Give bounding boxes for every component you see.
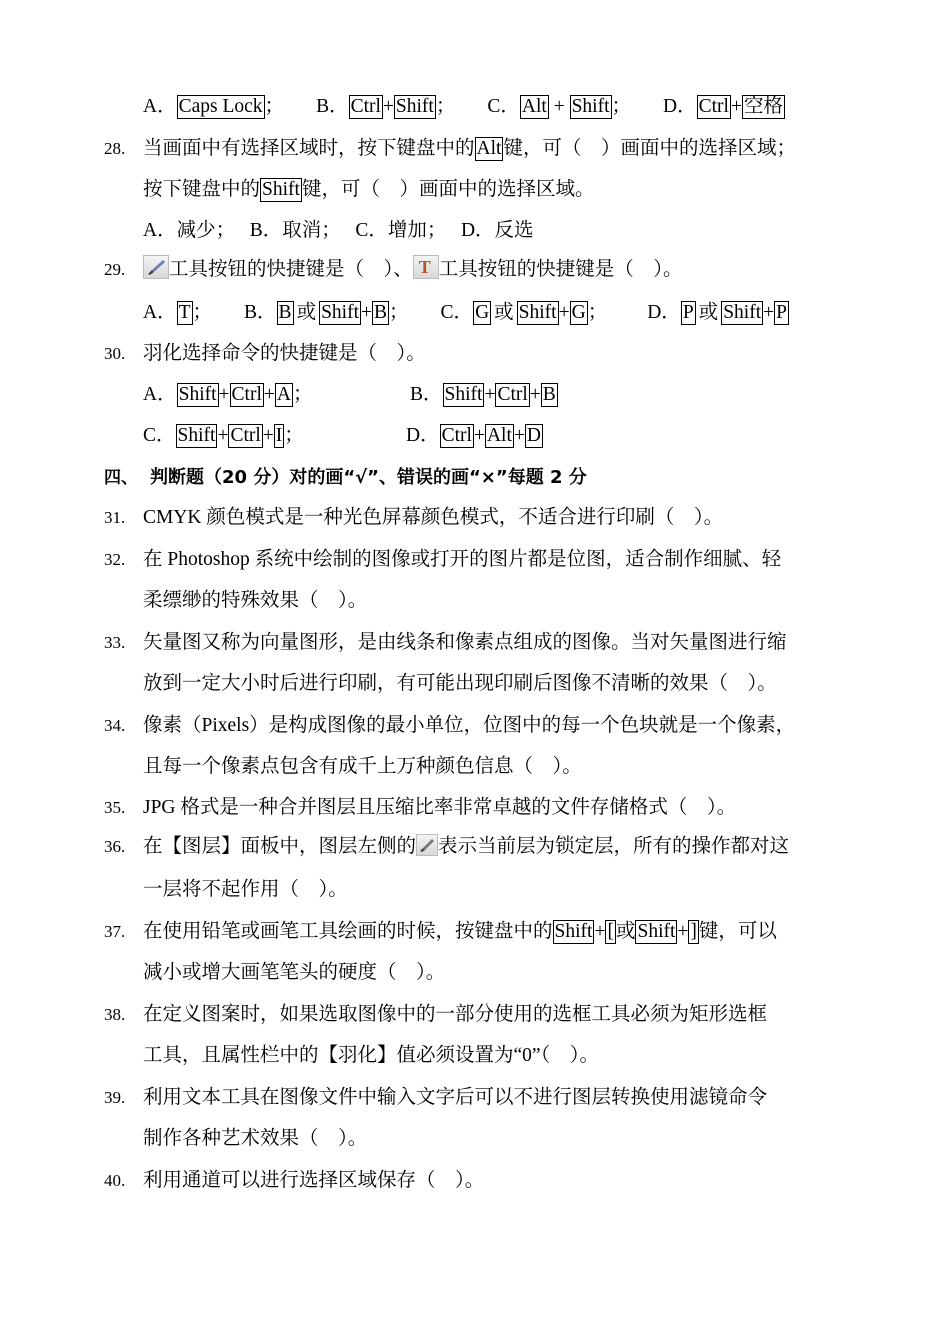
key-ctrl: Ctrl (497, 384, 528, 405)
or-text: 或 (296, 302, 317, 323)
q33-line-2 (0, 669, 950, 699)
plus: + (558, 302, 570, 323)
q30-text: 羽化选择命令的快捷键是（ ）。 (143, 343, 426, 364)
question-number: 36. (104, 837, 126, 856)
q38-text: 在定义图案时，如果选取图像中的一部分使用的选框工具必须为矩形选框 (143, 1004, 768, 1025)
key-shift: Shift (177, 425, 216, 446)
q29-text: 工具按钮的快捷键是（ ）、 (169, 259, 413, 280)
key-caps-lock: Caps Lock (178, 96, 263, 117)
question-number: 35. (104, 798, 126, 817)
section-heading (0, 463, 950, 493)
plus: + (513, 425, 525, 446)
q32-line-1 (0, 545, 950, 575)
q37-text: 减小或增大画笔笔头的硬度（ ）。 (143, 962, 446, 983)
plus: + (730, 96, 742, 117)
q28-text: 当画面中有选择区域时，按下键盘中的 (143, 138, 475, 159)
q34-text: 像素（Pixels）是构成图像的最小单位，位图中的每一个色块就是一个像素， (143, 715, 796, 736)
question-number: 32. (104, 550, 126, 569)
question-number: 30. (104, 344, 126, 363)
q30-line-1 (0, 339, 950, 369)
q30-options-row-1 (0, 380, 950, 410)
key-ctrl: Ctrl (231, 384, 262, 405)
q34-line-1 (0, 711, 950, 741)
q36-text: 在【图层】面板中，图层左侧的 (143, 836, 417, 857)
q39-line-1 (0, 1083, 950, 1113)
question-number: 40. (104, 1171, 126, 1190)
key-left-bracket: [ (607, 921, 614, 942)
key-a: A (276, 384, 291, 405)
option-d-label: D． (406, 425, 440, 446)
question-number: 37. (104, 922, 126, 941)
question-number: 28. (104, 139, 126, 158)
key-alt: Alt (476, 138, 502, 159)
q33-text: 放到一定大小时后进行印刷，有可能出现印刷后图像不清晰的效果（ ）。 (143, 673, 777, 694)
punct: ； (435, 96, 456, 117)
key-ctrl: Ctrl (441, 425, 472, 446)
q28-options-text: A．减少； B．取消； C．增加； D．反选 (143, 220, 534, 241)
question-number: 29. (104, 260, 126, 279)
q40 (0, 1166, 950, 1196)
key-shift: Shift (262, 179, 300, 200)
question-number: 39. (104, 1088, 126, 1107)
q28-line-2 (0, 175, 950, 205)
option-b-label: B． (410, 384, 443, 405)
punct: ； (292, 384, 313, 405)
punct: ； (611, 96, 632, 117)
plus: + (217, 425, 229, 446)
punct: ； (192, 302, 213, 323)
or-text: 或 (615, 921, 636, 942)
q28-line-1 (0, 134, 950, 164)
lock-brush-icon (416, 834, 438, 856)
key-b: B (374, 302, 388, 323)
q36-text: 一层将不起作用（ ）。 (143, 879, 348, 900)
key-ctrl: Ctrl (230, 425, 261, 446)
key-shift: Shift (723, 302, 762, 323)
key-shift: Shift (554, 921, 593, 942)
q28-options (0, 216, 950, 246)
q37-line-1 (0, 917, 950, 947)
q32-text: 柔缥缈的特殊效果（ ）。 (143, 590, 368, 611)
option-c-label: C． (440, 302, 474, 323)
key-i: I (275, 425, 283, 446)
q33-text: 矢量图又称为向量图形，是由线条和像素点组成的图像。当对矢量图进行缩 (143, 632, 787, 653)
plus: + (548, 96, 570, 117)
q32-line-2 (0, 586, 950, 616)
section-title: 判断题（20 分）对的画“√”、错误的画“×”每题 2 分 (150, 467, 587, 488)
key-alt: Alt (521, 96, 547, 117)
punct: ； (587, 302, 608, 323)
q35 (0, 793, 950, 823)
key-d: D (526, 425, 541, 446)
key-t: T (178, 302, 191, 323)
plus: + (484, 384, 496, 405)
q37-text: 在使用铅笔或画笔工具绘画的时候，按键盘中的 (143, 921, 553, 942)
q28-text: 按下键盘中的 (143, 179, 261, 200)
key-p: P (682, 302, 694, 323)
key-shift: Shift (321, 302, 360, 323)
q34-line-2 (0, 752, 950, 782)
key-g: G (475, 302, 490, 323)
section-number: 四、 (104, 468, 138, 488)
q37-text: 键，可以 (698, 921, 777, 942)
q36-line-2 (0, 875, 950, 905)
plus: + (677, 921, 689, 942)
q31-text: CMYK 颜色模式是一种光色屏幕颜色模式，不适合进行印刷（ ）。 (143, 507, 724, 528)
key-b: B (278, 302, 292, 323)
plus: + (594, 921, 606, 942)
q35-text: JPG 格式是一种合并图层且压缩比率非常卓越的文件存储格式（ ）。 (143, 797, 737, 818)
q36-line-1 (0, 832, 950, 862)
option-a-label: A． (143, 384, 177, 405)
option-b-label: B． (244, 302, 277, 323)
punct: ； (264, 96, 285, 117)
key-shift: Shift (395, 96, 434, 117)
option-b-label: B． (316, 96, 349, 117)
text-tool-glyph: T (418, 257, 431, 277)
option-c-label: C． (487, 96, 520, 117)
key-g: G (571, 302, 586, 323)
key-p: P (776, 302, 787, 323)
key-alt: Alt (486, 425, 512, 446)
q39-line-2 (0, 1124, 950, 1154)
key-ctrl: Ctrl (698, 96, 729, 117)
q38-line-2 (0, 1041, 950, 1071)
key-shift: Shift (518, 302, 557, 323)
q37-line-2 (0, 958, 950, 988)
option-a-label: A． (143, 302, 177, 323)
key-right-bracket: ] (690, 921, 697, 942)
plus: + (361, 302, 373, 323)
key-space: 空格 (743, 96, 783, 117)
punct: ； (284, 425, 304, 446)
question-number: 33. (104, 633, 126, 652)
key-ctrl: Ctrl (350, 96, 381, 117)
plus: + (218, 384, 230, 405)
q40-text: 利用通道可以进行选择区域保存（ ）。 (143, 1170, 485, 1191)
q29-text: 工具按钮的快捷键是（ ）。 (438, 259, 683, 280)
option-d-label: D． (663, 96, 697, 117)
key-shift: Shift (637, 921, 676, 942)
q38-line-1 (0, 1000, 950, 1030)
brush-icon (143, 255, 169, 279)
key-b: B (542, 384, 556, 405)
plus: + (529, 384, 541, 405)
text-tool-icon (413, 255, 439, 279)
question-number: 38. (104, 1005, 126, 1024)
q39-text: 制作各种艺术效果（ ）。 (143, 1128, 368, 1149)
punct: ； (389, 302, 409, 323)
q39-text: 利用文本工具在图像文件中输入文字后可以不进行图层转换使用滤镜命令 (143, 1087, 768, 1108)
q28-text: 键，可（ ）画面中的选择区域； (503, 138, 796, 159)
key-shift: Shift (178, 384, 217, 405)
plus: + (473, 425, 485, 446)
option-d-label: D． (647, 302, 681, 323)
q29-line-1 (0, 255, 950, 285)
q38-text: 工具，且属性栏中的【羽化】值必须设置为“0”（ ）。 (143, 1045, 600, 1066)
q33-line-1 (0, 628, 950, 658)
q36-text: 表示当前层为锁定层，所有的操作都对这 (438, 836, 790, 857)
q32-text: 在 Photoshop 系统中绘制的图像或打开的图片都是位图，适合制作细腻、轻 (143, 549, 782, 570)
q34-text: 且每一个像素点包含有成千上万种颜色信息（ ）。 (143, 756, 582, 777)
plus: + (382, 96, 394, 117)
option-c-label: C． (143, 425, 176, 446)
question-number: 34. (104, 716, 126, 735)
plus: + (262, 425, 274, 446)
question-number: 31. (104, 508, 126, 527)
plus: + (263, 384, 275, 405)
q31 (0, 503, 950, 533)
plus: + (763, 302, 775, 323)
q27-options (0, 92, 950, 122)
key-shift: Shift (571, 96, 610, 117)
q28-text: 键，可（ ）画面中的选择区域。 (301, 179, 595, 200)
option-a-label: A． (143, 96, 177, 117)
q30-options-row-2 (0, 421, 950, 451)
or-text: 或 (494, 302, 514, 323)
key-shift: Shift (444, 384, 483, 405)
or-text: 或 (698, 302, 719, 323)
q29-options (0, 298, 950, 328)
